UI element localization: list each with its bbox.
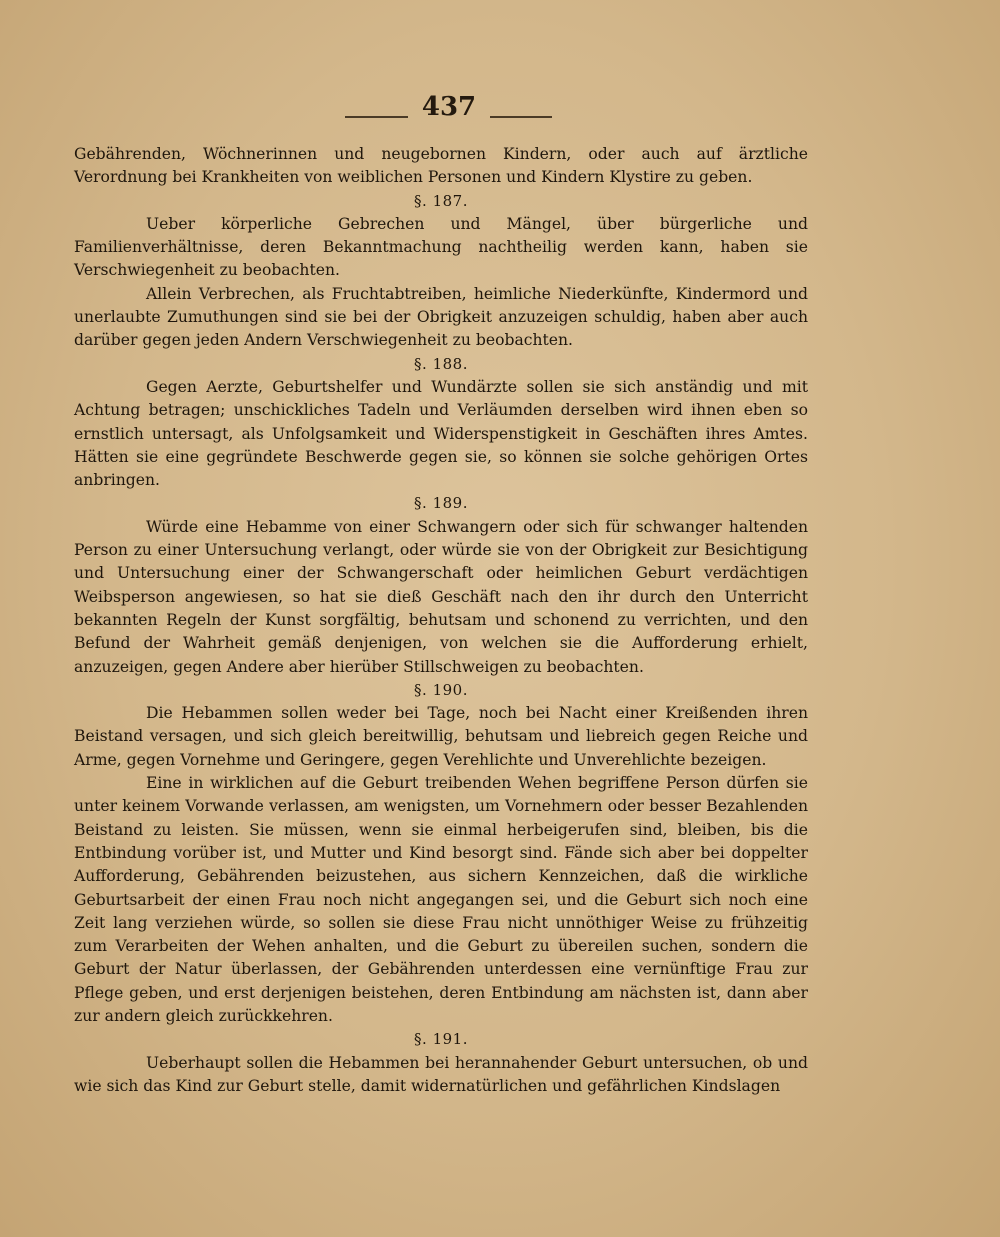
paragraph: Ueberhaupt sollen die Hebammen bei herannahender Geburt untersuchen, ob und wie sich das Kind zur Geburt stelle, damit widernatürlichen und gefährlichen Kindslagen	[74, 1053, 808, 1095]
section-heading: §. 187.	[414, 191, 468, 210]
section-heading: §. 190.	[414, 680, 468, 699]
paragraph: Die Hebammen sollen weder bei Tage, noch bei Nacht einer Kreißenden ihren Beistand versagen, und sich gleich bereitwillig, behutsam und liebreich gegen Reiche und Arme, gegen Vornehme und Geringere, gegen Verehlichte und Unverehlichte bezeigen.	[74, 704, 808, 769]
paragraph: Gegen Aerzte, Geburtshelfer und Wundärzte sollen sie sich anständig und mit Achtung betragen; unschickliches Tadeln und Verläumden derselben wird ihnen eben so ernstlich untersagt, als Unfolgsamkeit und Widerspenstigkeit in Geschäften ihres Amtes. Hätten sie eine gegründete Beschwerde gegen sie, so können sie solche gehörigen Ortes anbringen.	[74, 377, 808, 490]
paragraph: Gebährenden, Wöchnerinnen und neugebornen Kindern, oder auch auf ärztliche Verordnung bei Krankheiten von weiblichen Personen und Kindern Klystire zu geben.	[74, 145, 808, 187]
section-heading: §. 191.	[414, 1030, 468, 1049]
page-header	[0, 92, 1000, 132]
paragraph: Eine in wirklichen auf die Geburt treibenden Wehen begriffene Person dürfen sie unter keinem Vorwande verlassen, am wenigsten, um Vornehmern oder besser Bezahlenden Beistand zu leisten. Sie müssen, wenn sie einmal herbeigerufen sind, bleiben, bis die Entbindung vorüber ist, und Mutter und Kind besorgt sind. Fände sich aber bei doppelter Aufforderung, Gebährenden beizustehen, aus sichern Kennzeichen, daß die wirkliche Geburtsarbeit der einen Frau noch nicht angegangen sei, und die Geburt sich noch eine Zeit lang verziehen würde, so sollen sie diese Frau nicht unnöthiger Weise zu frühzeitig zum Verarbeiten der Wehen anhalten, und die Geburt zu übereilen suchen, sondern die Geburt der Natur überlassen, der Gebährenden unterdessen eine vernünftige Frau zur Pflege geben, und erst derjenigen beistehen, deren Entbindung am nächsten ist, dann aber zur andern gleich zurückkehren.	[74, 774, 808, 1025]
section-heading: §. 188.	[414, 354, 468, 373]
paragraph: Ueber körperliche Gebrechen und Mängel, über bürgerliche und Familienverhältnisse, deren Bekanntmachung nachtheilig werden kann, haben sie Verschwiegenheit zu beobachten.	[74, 214, 808, 280]
paragraph: Allein Verbrechen, als Fruchtabtreiben, heimliche Niederkünfte, Kindermord und unerlaubte Zumuthungen sind sie bei der Obrigkeit anzuzeigen schuldig, haben aber auch darüber gegen jeden Andern Verschwiegenheit zu beobachten.	[74, 284, 808, 350]
section-heading: §. 189.	[414, 494, 468, 513]
page-number: 437	[421, 92, 477, 122]
header-rule-right	[490, 116, 552, 118]
header-rule-left	[345, 116, 408, 118]
paragraph: Würde eine Hebamme von einer Schwangern oder sich für schwanger haltenden Person zu einer Untersuchung verlangt, oder würde sie von der Obrigkeit zur Besichtigung und Untersuchung einer der Schwangerschaft oder heimlichen Geburt verdächtigen Weibsperson angewiesen, so hat sie dieß Geschäft nach den ihr durch den Unterricht bekannten Regeln der Kunst sorgfältig, behutsam und schonend zu verrichten, und den Befund der Wahrheit gemäß denjenigen, von welchen sie die Aufforderung erhielt, anzuzeigen, gegen Andere aber hierüber Stillschweigen zu beobachten.	[74, 517, 808, 676]
body-text	[74, 143, 808, 1098]
